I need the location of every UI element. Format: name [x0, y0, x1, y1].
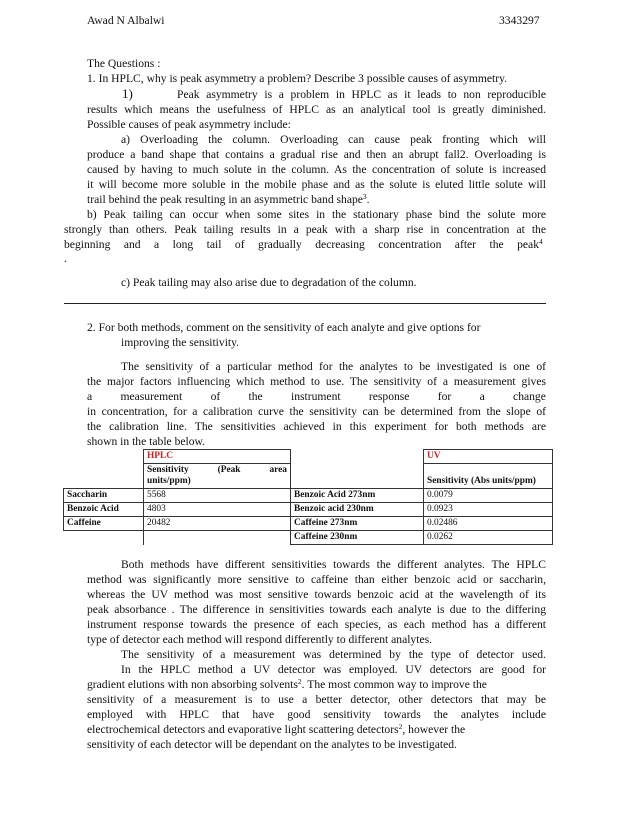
uv-analyte-cell: Benzoic acid 230nm	[291, 503, 424, 517]
hplc-analyte-cell: Benzoic Acid	[64, 503, 144, 517]
detector-para-line: gradient elutions with non absorbing solvents$^2$. The most common way to improve the	[87, 677, 487, 691]
detector-para-line: electrochemical detectors and evaporative light scattering detectors$^2$, however the	[87, 722, 466, 736]
sensitivity-para-line: in concentration, for a calibration curve the sensitivity can be determined from the slope of	[87, 405, 546, 418]
hplc-analyte-cell	[64, 531, 144, 545]
hplc-header: HPLC	[144, 450, 291, 464]
uv-analyte-cell: Benzoic Acid 273nm	[291, 489, 424, 503]
question-2: improving the sensitivity.	[121, 336, 240, 349]
cause-a-line: a) Overloading the column. Overloading can cause peak fronting which will	[121, 133, 546, 146]
hplc-analyte-cell: Saccharin	[64, 489, 144, 503]
table-row	[64, 503, 553, 517]
hplc-analyte-cell: Caffeine	[64, 517, 144, 531]
uv-sensitivity-header: Sensitivity (Abs units/ppm)	[424, 464, 553, 489]
cause-b-line: .	[64, 252, 67, 265]
cause-a-line: produce a band shape that contains a gradual rise and then an abrupt fall2. Overloading is	[87, 148, 546, 161]
citation-superscript: 2	[398, 722, 403, 731]
sensitivity-para-line: a measurement of the instrument response for a change	[87, 390, 546, 403]
hplc-value-cell: 4803	[144, 503, 291, 517]
cause-b-line: beginning and a long tail of gradually decreasing concentration after the peak$^4$	[64, 237, 543, 251]
hplc-sensitivity-header: Sensitivity (Peak area units/ppm)	[144, 464, 291, 489]
uv-value-cell: 0.0923	[424, 503, 553, 517]
citation-superscript: 4	[539, 237, 543, 246]
uv-header: UV	[424, 450, 553, 464]
citation-superscript: 2	[297, 677, 302, 686]
author-name: Awad N Albalwi	[87, 14, 165, 27]
discussion-line: peak absorbance . The difference in sensitivities towards each analyte is due to the differing	[87, 603, 546, 616]
detector-para-line: sensitivity of a measurement is to use a better detector, other detectors that may be	[87, 693, 546, 706]
cause-a-line: it will become more soluble in the mobile phase and as the solute is eluted little solute will	[87, 178, 546, 191]
table-row	[64, 517, 553, 531]
student-id: 3343297	[499, 14, 540, 27]
discussion-line: type of detector each method will respond differently to different analytes.	[87, 633, 433, 646]
table-blank-cell	[291, 450, 424, 489]
question-1: 1. In HPLC, why is peak asymmetry a problem? Describe 3 possible causes of asymmetry.	[87, 72, 508, 85]
cause-b-line: strongly than others. Peak tailing results in a peak with a sharp rise in concentration at the	[64, 223, 546, 236]
uv-value-cell: 0.0262	[424, 531, 553, 545]
hplc-value-cell	[144, 531, 291, 545]
cause-b-line: b) Peak tailing can occur when some sites in the stationary phase bind the solute more	[87, 208, 546, 221]
cause-a-line: caused by having to much solute in the column. As the concentration of solute is increased	[87, 163, 546, 176]
answer-1-line: results which means the usefulness of HPLC as an analytical tool is greatly diminished.	[87, 103, 546, 116]
uv-analyte-cell: Caffeine 273nm	[291, 517, 424, 531]
table-row	[64, 489, 553, 503]
cause-a-line: trail behind the peak resulting in an asymmetric band shape$^3$.	[87, 192, 370, 206]
sensitivity-para-line: the calibration line. The sensitivities achieved in this experiment for both methods are	[87, 420, 546, 433]
detector-para-line: employed with HPLC that have good sensitivity towards the analytes include	[87, 708, 546, 721]
cause-c-line: c) Peak tailing may also arise due to degradation of the column.	[121, 276, 417, 289]
sensitivity-para-line: The sensitivity of a particular method for the analytes to be investigated is one of	[121, 360, 546, 373]
hplc-value-cell: 5568	[144, 489, 291, 503]
hplc-value-cell: 20482	[144, 517, 291, 531]
table-row	[64, 531, 553, 545]
table-header-row	[64, 450, 553, 464]
sensitivity-table	[63, 449, 553, 545]
uv-analyte-cell: Caffeine 230nm	[291, 531, 424, 545]
uv-value-cell: 0.0079	[424, 489, 553, 503]
section-divider	[64, 303, 546, 304]
answer-1-number: 1)	[122, 86, 133, 101]
discussion-line: whereas the UV method was most sensitive towards benzoic acid at the wavelength of its	[87, 588, 546, 601]
questions-heading: The Questions :	[87, 57, 161, 70]
detector-para-line: In the HPLC method a UV detector was employed. UV detectors are good for	[121, 663, 546, 676]
table-corner-cell	[64, 450, 144, 489]
discussion-line: instrument response towards the presence of each species, as each method has a different	[87, 618, 546, 631]
detector-para-line: The sensitivity of a measurement was determined by the type of detector used.	[121, 648, 546, 661]
answer-1-line: Peak asymmetry is a problem in HPLC as it leads to non reproducible	[177, 88, 546, 101]
answer-1-line: Possible causes of peak asymmetry include:	[87, 118, 291, 131]
sensitivity-para-line: the major factors influencing which method to use. The sensitivity of a measurement gives	[87, 375, 546, 388]
discussion-line: method was significantly more sensitive to caffeine than either benzoic acid or saccharin,	[87, 573, 546, 586]
question-2: 2. For both methods, comment on the sensitivity of each analyte and give options for	[87, 321, 481, 334]
discussion-line: Both methods have different sensitivities towards the different analytes. The HPLC	[121, 558, 546, 571]
sensitivity-para-line: shown in the table below.	[87, 435, 206, 448]
detector-para-line: sensitivity of each detector will be dependant on the analytes to be investigated.	[87, 738, 457, 751]
uv-value-cell: 0.02486	[424, 517, 553, 531]
citation-superscript: 3	[362, 192, 367, 201]
